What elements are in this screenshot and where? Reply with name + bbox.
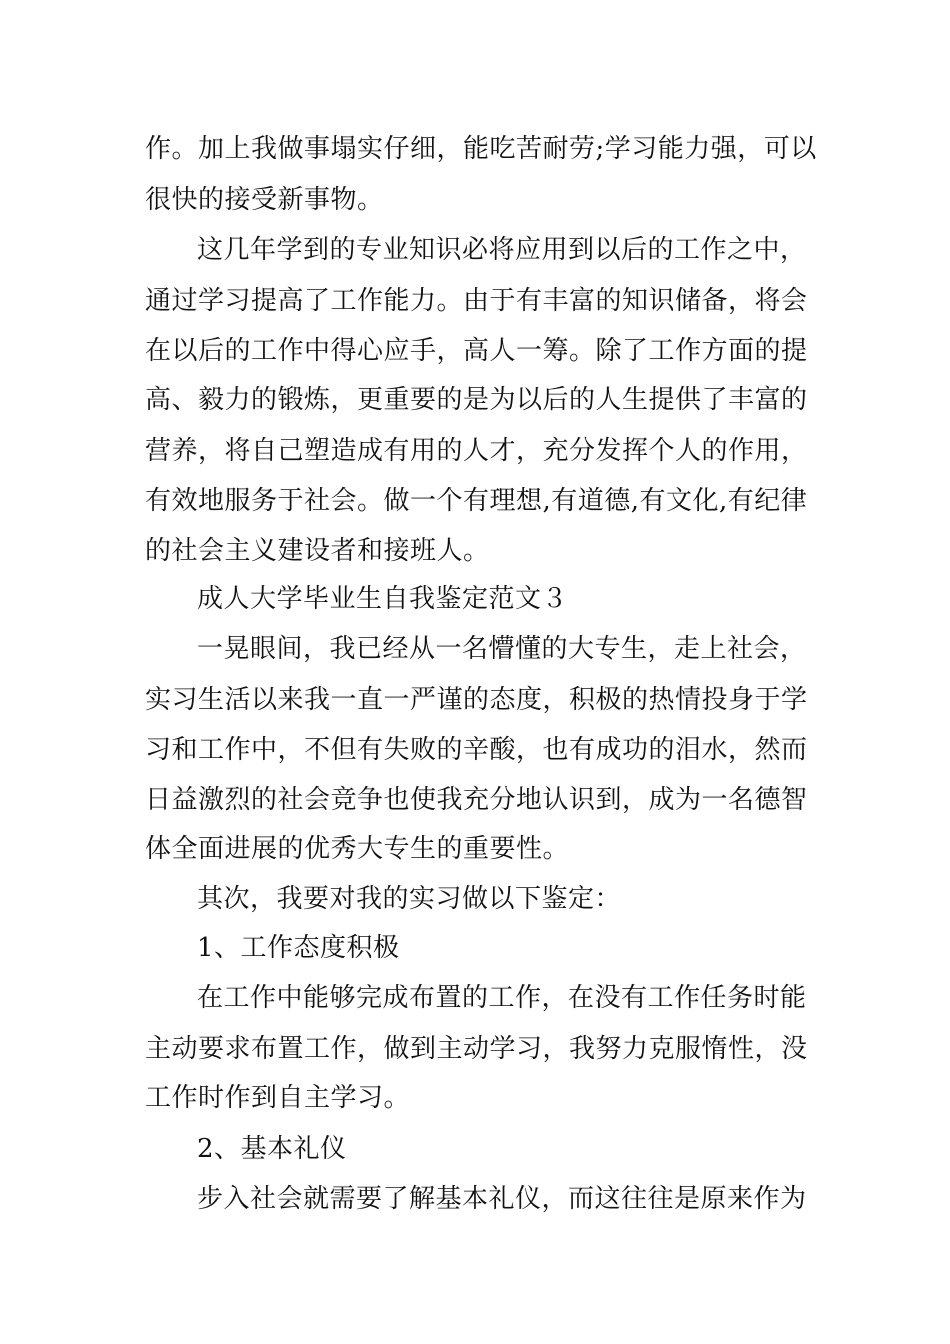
list-item-heading: 2、基本礼仪 <box>197 1134 347 1164</box>
text-line: 在以后的工作中得心应手，高人一筹。除了工作方面的提 <box>145 336 808 366</box>
text-line: 作。加上我做事塌实仔细，能吃苦耐劳;学习能力强，可以 <box>145 134 817 164</box>
paragraph-start-line: 其次，我要对我的实习做以下鉴定： <box>197 884 622 914</box>
paragraph-start-line: 步入社会就需要了解基本礼仪，而这往往是原来作为 <box>197 1184 807 1214</box>
text-line: 体全面进展的优秀大专生的重要性。 <box>145 834 570 864</box>
text-line: 营养，将自己塑造成有用的人才，充分发挥个人的作用， <box>145 436 808 466</box>
list-item-heading: 1、工作态度积极 <box>197 933 400 963</box>
text-line: 工作时作到自主学习。 <box>145 1083 411 1113</box>
text-line: 日益激烈的社会竞争也使我充分地认识到，成为一名德智 <box>145 785 808 815</box>
text-line: 有效地服务于社会。做一个有理想,有道德,有文化,有纪律 <box>145 486 808 516</box>
text-line: 很快的接受新事物。 <box>145 185 384 215</box>
text-line: 高、毅力的锻炼，更重要的是为以后的人生提供了丰富的 <box>145 385 808 415</box>
paragraph-start-line: 在工作中能够完成布置的工作，在没有工作任务时能 <box>197 983 807 1013</box>
section-heading: 成人大学毕业生自我鉴定范文３ <box>197 584 569 614</box>
text-line: 习和工作中，不但有失败的辛酸，也有成功的泪水，然而 <box>145 735 808 765</box>
text-line: 实习生活以来我一直一严谨的态度，积极的热情投身于学 <box>145 685 808 715</box>
paragraph-start-line: 这几年学到的专业知识必将应用到以后的工作之中， <box>197 235 807 265</box>
text-line: 的社会主义建设者和接班人。 <box>145 536 490 566</box>
text-line: 主动要求布置工作，做到主动学习，我努力克服惰性，没 <box>145 1034 808 1064</box>
paragraph-start-line: 一晃眼间，我已经从一名懵懂的大专生，走上社会， <box>197 634 807 664</box>
text-line: 通过学习提高了工作能力。由于有丰富的知识储备，将会 <box>145 286 808 316</box>
